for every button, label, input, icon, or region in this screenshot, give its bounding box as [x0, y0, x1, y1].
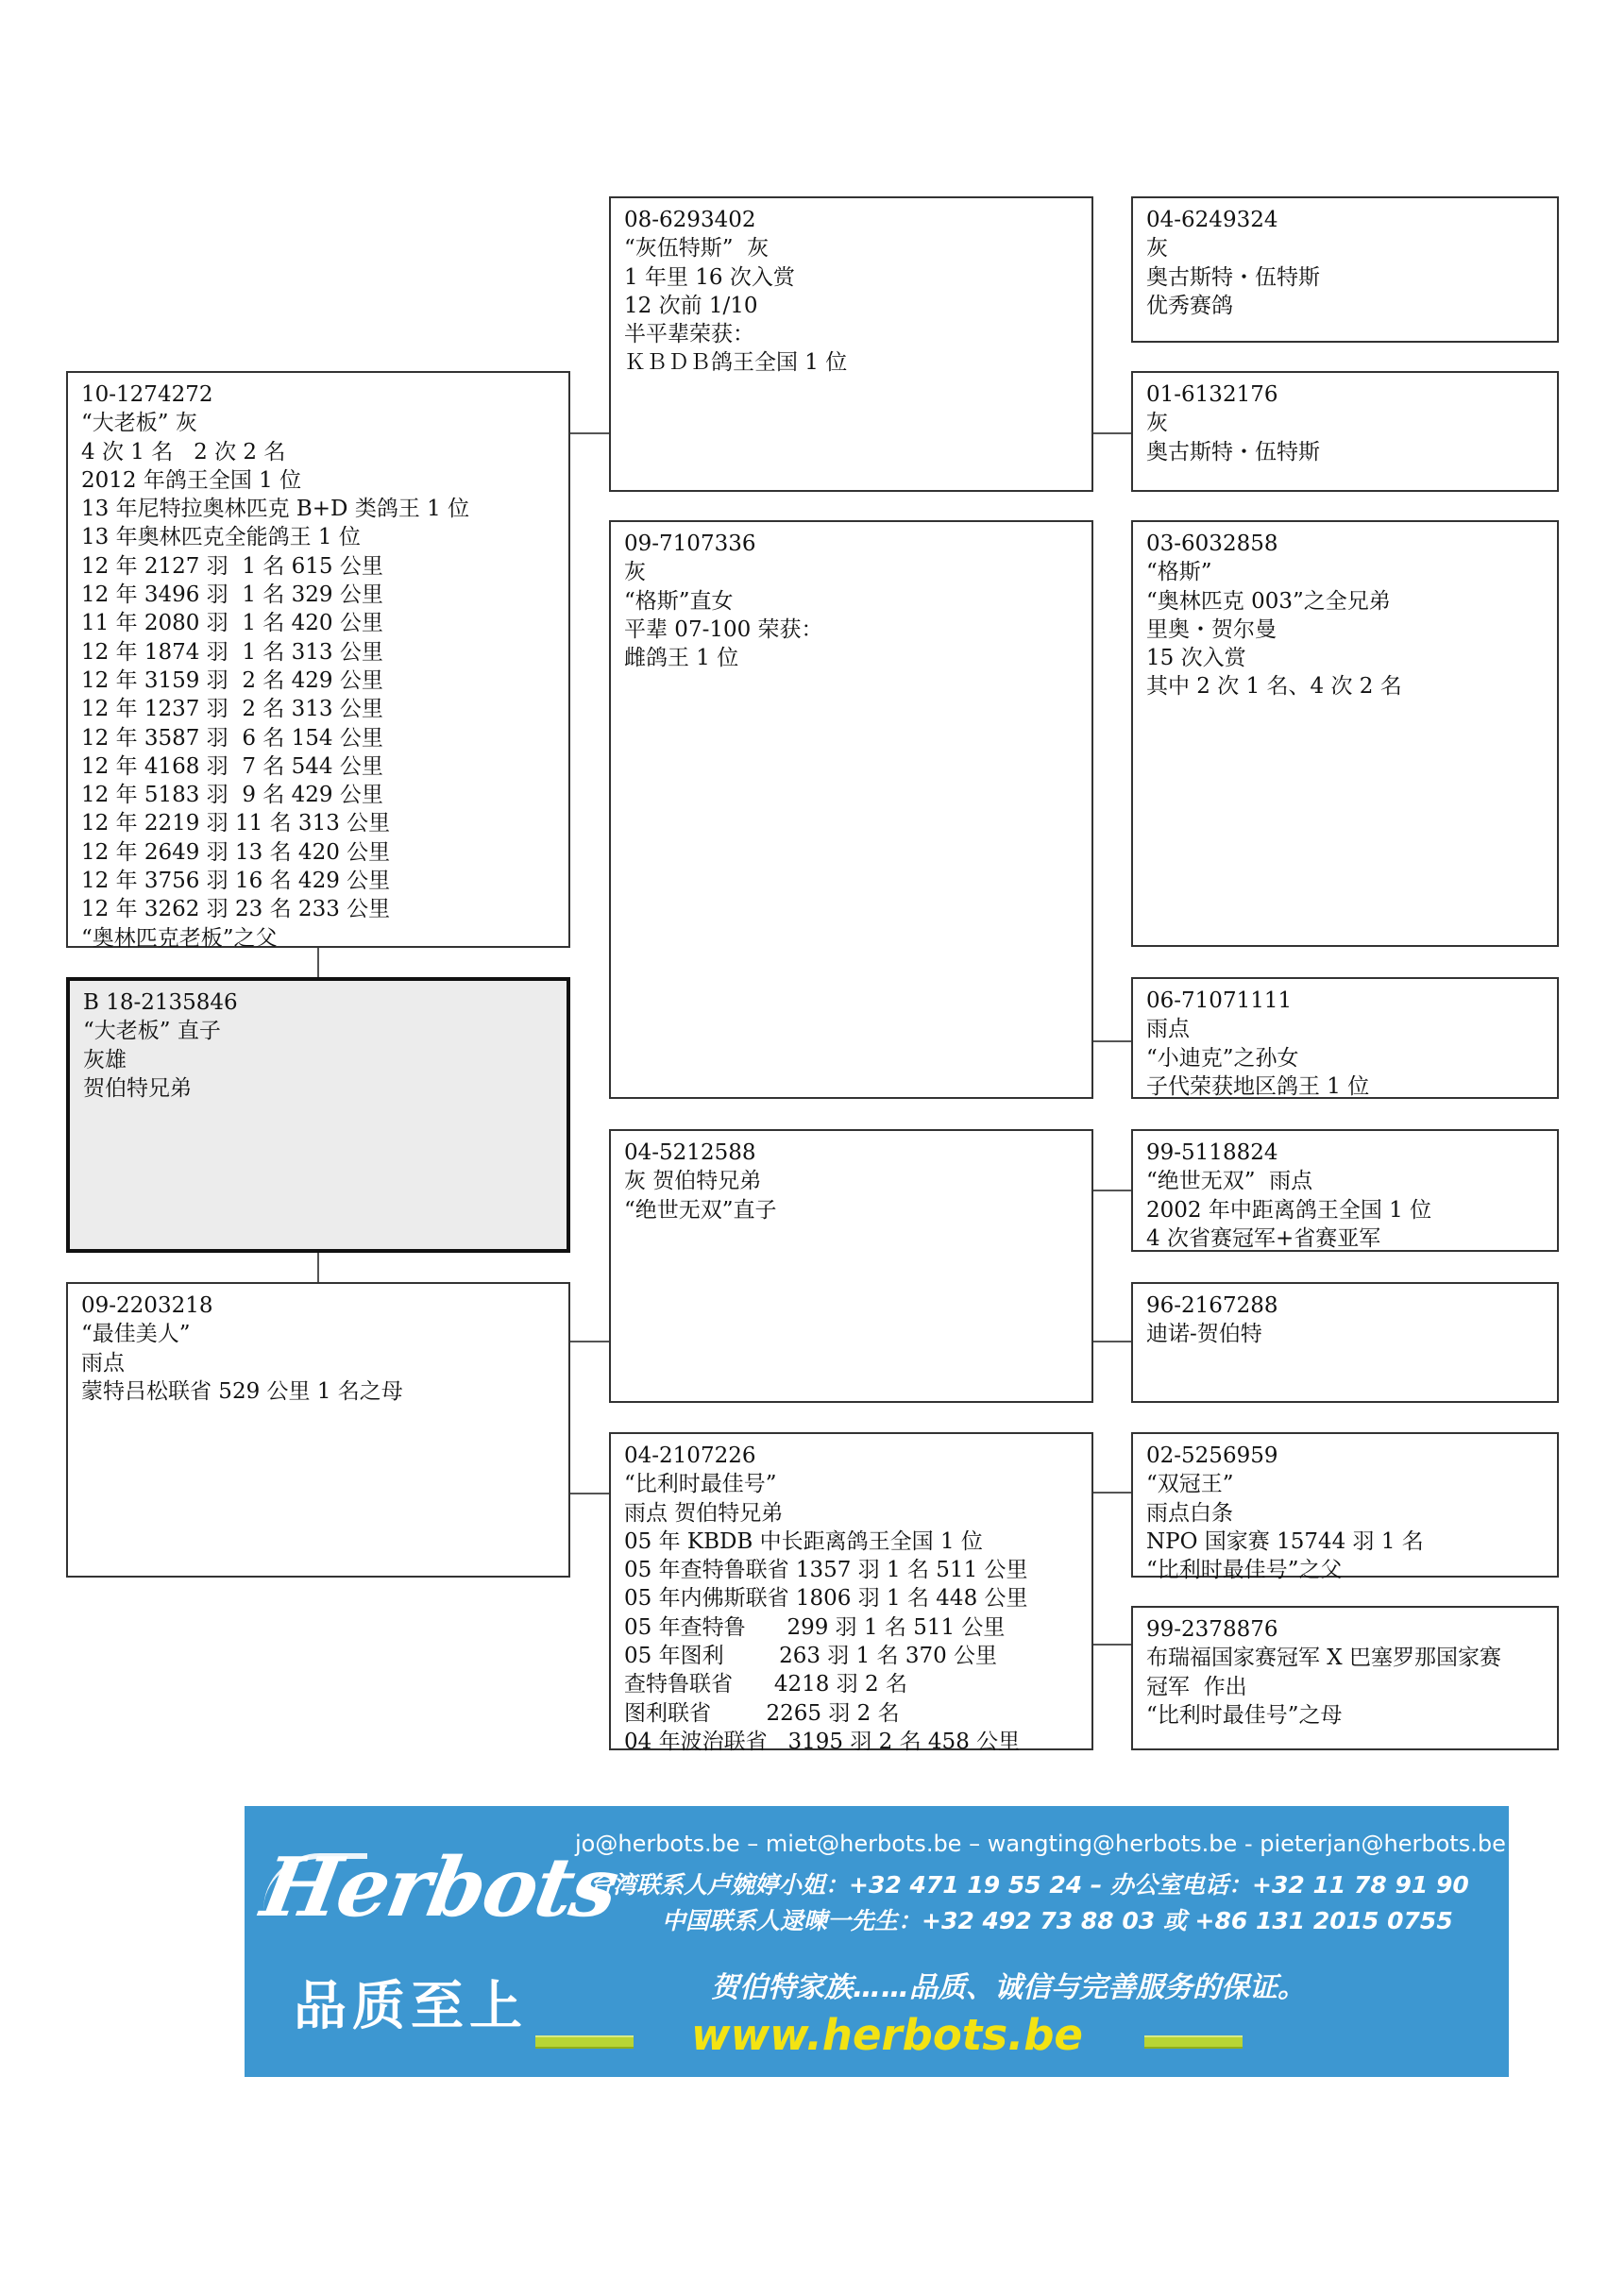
ring-number: 96-2167288	[1146, 1293, 1278, 1318]
pedigree-line: “绝世无双”直子	[624, 1197, 777, 1223]
connector	[1092, 1341, 1132, 1342]
pedigree-line: 雨点 贺伯特兄弟	[624, 1500, 784, 1526]
pedigree-line: 12 年 3262 羽 23 名 233 公里	[81, 897, 391, 922]
divider-stripe	[535, 2035, 634, 2049]
pedigree-line: 查特鲁联省 4218 羽 2 名	[624, 1672, 907, 1697]
ring-number: 10-1274272	[81, 382, 213, 407]
pedigree-line: 05 年查特鲁联省 1357 羽 1 名 511 公里	[624, 1558, 1028, 1583]
pedigree-line: 灰	[624, 560, 646, 585]
pedigree-line: 2002 年中距离鸽王全国 1 位	[1146, 1197, 1432, 1223]
pedigree-line: 奥古斯特・伍特斯	[1146, 264, 1320, 290]
pedigree-line: 1 年里 16 次入赏	[624, 264, 795, 290]
connector	[1092, 1040, 1132, 1042]
connector	[1092, 1492, 1132, 1494]
sire-dam-sire-card	[1131, 520, 1559, 947]
pedigree-line: “比利时最佳号”	[624, 1472, 777, 1497]
banner-slogan: 品质至上	[294, 1976, 528, 2037]
pedigree-line: 布瑞福国家赛冠军 X 巴塞罗那国家赛	[1146, 1646, 1501, 1671]
banner-website-link[interactable]: www.herbots.be	[691, 2010, 1083, 2060]
subject-card	[66, 977, 570, 1253]
pedigree-line: 雨点白条	[1146, 1500, 1233, 1526]
dam-sire-sire-card	[1131, 1129, 1559, 1252]
ring-number: 01-6132176	[1146, 382, 1278, 407]
pedigree-line: 雨点	[81, 1350, 125, 1376]
pedigree-line: “比利时最佳号”之父	[1146, 1558, 1343, 1583]
pedigree-line: 12 年 4168 羽 7 名 544 公里	[81, 753, 383, 779]
pedigree-line: “格斯”	[1146, 560, 1212, 585]
pedigree-line: 4 次省赛冠军+省赛亚军	[1146, 1225, 1381, 1251]
banner-taiwan-contact: 台湾联系人卢婉婷小姐：+32 471 19 55 24 – 办公室电话：+32 11 78 91 90	[589, 1871, 1469, 1899]
pedigree-line: “绝世无双” 雨点	[1146, 1169, 1313, 1194]
pedigree-line: ＫＢＤＢ鸽王全国 1 位	[624, 350, 848, 376]
pedigree-line: 04 年波治联省 3195 羽 2 名 458 公里	[624, 1729, 1021, 1754]
banner-china-contact: 中国联系人逯暕一先生：+32 492 73 88 03 或 +86 131 2015 0755	[662, 1907, 1453, 1934]
pedigree-line: 05 年图利 263 羽 1 名 370 公里	[624, 1644, 998, 1669]
pedigree-line: 子代荣获地区鸽王 1 位	[1146, 1073, 1370, 1099]
pedigree-line: “格斯”直女	[624, 588, 734, 614]
connector	[569, 1493, 610, 1494]
pedigree-line: 雨点	[1146, 1017, 1190, 1042]
ring-number: 04-5212588	[624, 1140, 756, 1165]
pedigree-line: NPO 国家赛 15744 羽 1 名	[1146, 1528, 1424, 1554]
sire-sire-dam-card	[1131, 371, 1559, 492]
pedigree-line: 12 年 3756 羽 16 名 429 公里	[81, 869, 391, 894]
dam-dam-dam-card	[1131, 1606, 1559, 1750]
dam-dam-sire-card	[1131, 1432, 1559, 1583]
pedigree-line: 2012 年鸽王全国 1 位	[81, 467, 302, 493]
sire-card	[66, 371, 570, 951]
pedigree-line: 雌鸽王 1 位	[624, 646, 739, 671]
pedigree-line: 13 年奥林匹克全能鸽王 1 位	[81, 525, 361, 550]
pedigree-line: 蒙特吕松联省 529 公里 1 名之母	[81, 1378, 403, 1404]
pedigree-line: 12 年 2649 羽 13 名 420 公里	[81, 839, 391, 865]
dam-dam-card	[609, 1432, 1093, 1754]
pedigree-line: 奥古斯特・伍特斯	[1146, 439, 1320, 464]
pedigree-line: 11 年 2080 羽 1 名 420 公里	[81, 611, 383, 636]
pedigree-line: “奥林匹克老板”之父	[81, 925, 278, 951]
pedigree-line: 05 年 KBDB 中长距离鸽王全国 1 位	[624, 1528, 983, 1554]
ring-number: 99-5118824	[1146, 1140, 1278, 1165]
pedigree-line: 12 年 2127 羽 1 名 615 公里	[81, 553, 383, 579]
ring-number: B 18-2135846	[83, 990, 238, 1015]
pedigree-line: 半平辈荣获：	[624, 322, 754, 347]
pedigree-line: 迪诺-贺伯特	[1146, 1322, 1262, 1347]
pedigree-line: 里奥・贺尔曼	[1146, 616, 1277, 642]
pedigree-line: “灰伍特斯” 灰	[624, 236, 770, 262]
ring-number: 06-71071111	[1146, 988, 1293, 1013]
pedigree-line: 灰 贺伯特兄弟	[624, 1169, 762, 1194]
pedigree-line: 冠军 作出	[1146, 1674, 1247, 1699]
sire-dam-dam-card	[1131, 977, 1559, 1099]
sire-sire-sire-card	[1131, 196, 1559, 343]
ring-number: 09-7107336	[624, 532, 756, 556]
pedigree-line: 12 年 1237 羽 2 名 313 公里	[81, 697, 383, 722]
banner-tagline: 贺伯特家族……品质、诚信与完善服务的保证。	[711, 1971, 1306, 2004]
connector	[1092, 1190, 1132, 1191]
herbots-banner	[245, 1806, 1509, 2077]
pedigree-line: 灰雄	[83, 1047, 127, 1072]
pedigree-line: 贺伯特兄弟	[83, 1075, 192, 1101]
pedigree-line: “小迪克”之孙女	[1146, 1045, 1299, 1071]
dam-card	[66, 1282, 570, 1578]
pedigree-line: “双冠王”	[1146, 1472, 1234, 1497]
pedigree-line: 12 年 3496 羽 1 名 329 公里	[81, 582, 383, 608]
pedigree-line: 12 次前 1/10	[624, 293, 758, 318]
pedigree-line: 12 年 5183 羽 9 名 429 公里	[81, 783, 383, 808]
banner-emails[interactable]: jo@herbots.be – miet@herbots.be – wangting@herbots.be - pieterjan@herbots.be	[575, 1831, 1506, 1857]
pedigree-line: 05 年内佛斯联省 1806 羽 1 名 448 公里	[624, 1586, 1028, 1612]
sire-sire-card	[609, 196, 1093, 492]
pedigree-line: 图利联省 2265 羽 2 名	[624, 1700, 900, 1726]
dam-sire-dam-card	[1131, 1282, 1559, 1403]
ring-number: 03-6032858	[1146, 532, 1278, 556]
sire-dam-card	[609, 520, 1093, 1099]
pedigree-line: 05 年查特鲁 299 羽 1 名 511 公里	[624, 1614, 1006, 1640]
pedigree-line: 4 次 1 名 2 次 2 名	[81, 439, 286, 464]
pedigree-line: 平辈 07-100 荣获：	[624, 616, 823, 642]
pedigree-line: “大老板” 灰	[81, 411, 197, 436]
ring-number: 04-6249324	[1146, 208, 1278, 232]
pedigree-line: 12 年 3159 羽 2 名 429 公里	[81, 667, 383, 693]
herbots-logo: Herbots	[255, 1840, 624, 1935]
pedigree-line: 灰	[1146, 411, 1168, 436]
pedigree-line: 灰	[1146, 236, 1168, 262]
connector	[569, 432, 610, 434]
connector	[1092, 432, 1132, 434]
ring-number: 02-5256959	[1146, 1443, 1278, 1468]
pedigree-line: “最佳美人”	[81, 1322, 191, 1347]
pedigree-line: “奥林匹克 003”之全兄弟	[1146, 588, 1391, 614]
pedigree-line: 12 年 3587 羽 6 名 154 公里	[81, 725, 383, 751]
connector	[317, 1252, 319, 1283]
ring-number: 04-2107226	[624, 1443, 756, 1468]
divider-stripe	[1144, 2035, 1243, 2049]
pedigree-line: “大老板” 直子	[83, 1019, 221, 1044]
ring-number: 09-2203218	[81, 1293, 213, 1318]
connector	[569, 1341, 610, 1342]
pedigree-line: 12 年 1874 羽 1 名 313 公里	[81, 639, 383, 665]
ring-number: 99-2378876	[1146, 1617, 1278, 1642]
pedigree-line: 15 次入赏	[1146, 646, 1246, 671]
dam-sire-card	[609, 1129, 1093, 1403]
connector	[1092, 1644, 1132, 1646]
pedigree-line: 13 年尼特拉奥林匹克 B+D 类鸽王 1 位	[81, 497, 470, 522]
pedigree-line: “比利时最佳号”之母	[1146, 1702, 1343, 1728]
pedigree-line: 12 年 2219 羽 11 名 313 公里	[81, 811, 391, 836]
ring-number: 08-6293402	[624, 208, 756, 232]
pedigree-line: 其中 2 次 1 名、4 次 2 名	[1146, 674, 1402, 700]
pedigree-line: 优秀赛鸽	[1146, 293, 1233, 318]
